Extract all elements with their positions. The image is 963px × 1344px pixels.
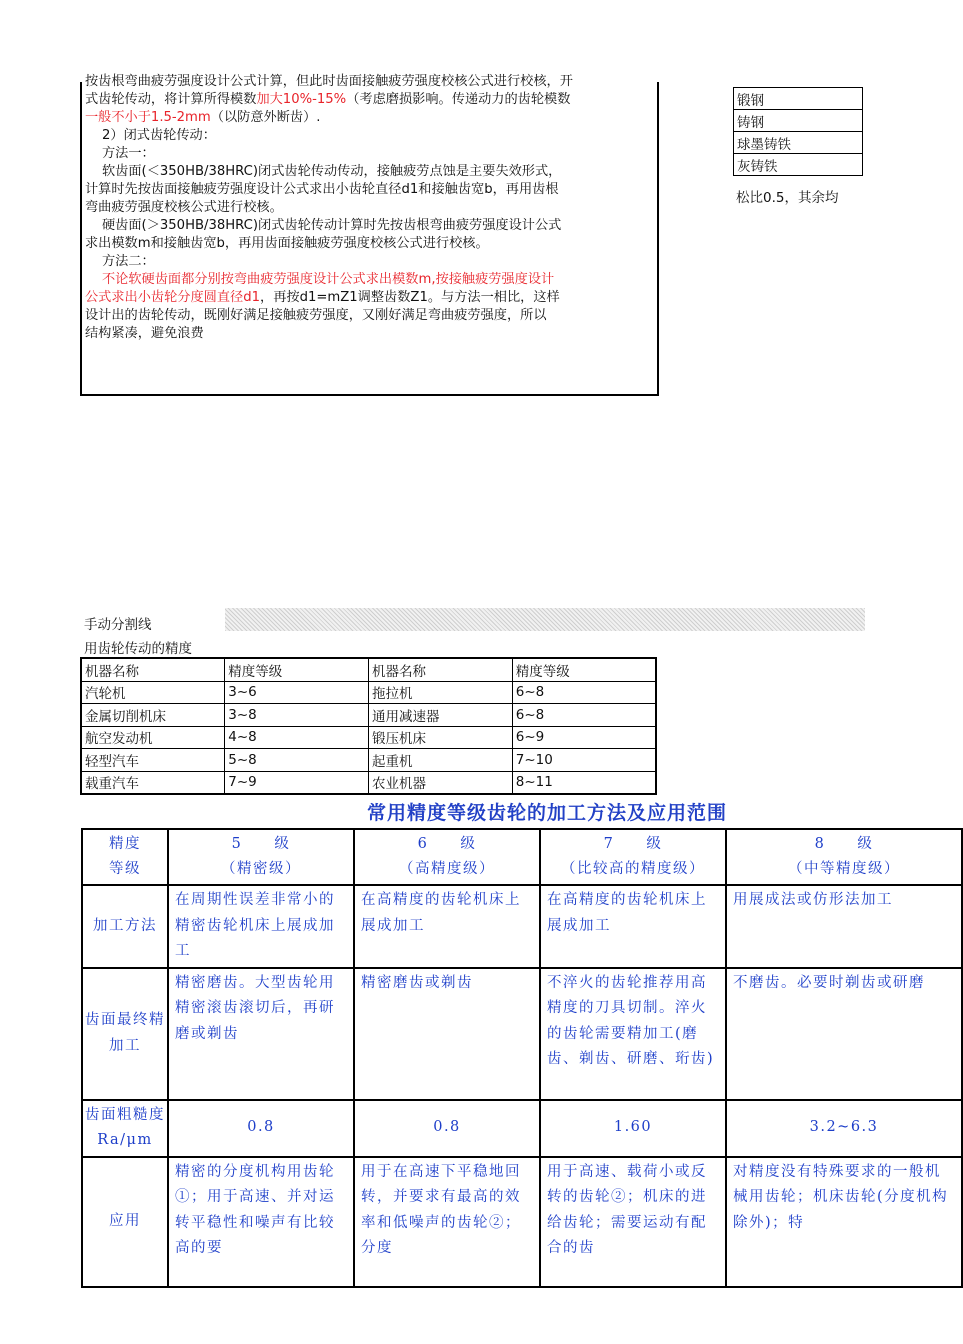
grade-table-title: 常用精度等级齿轮的加工方法及应用范围 bbox=[367, 802, 728, 824]
table-row bbox=[81, 681, 656, 704]
table-row bbox=[81, 704, 656, 727]
material-item: 灰铸铁 bbox=[734, 154, 863, 176]
table-row bbox=[81, 749, 656, 772]
row-header: 加工方法 bbox=[82, 885, 168, 968]
note-line bbox=[82, 109, 657, 127]
table-cell: 金属切削机床 bbox=[81, 704, 225, 727]
grade-description: （比较高的精度级） bbox=[561, 861, 705, 877]
table-header-row bbox=[81, 658, 656, 681]
grade-header bbox=[726, 829, 962, 885]
row-header: 应用 bbox=[82, 1157, 168, 1287]
table-cell: 8~11 bbox=[512, 771, 656, 794]
table-cell: 拖拉机 bbox=[369, 681, 513, 704]
divider-label: 手动分割线 bbox=[84, 617, 152, 633]
precision-table-title: 用齿轮传动的精度 bbox=[84, 641, 192, 657]
gear-design-note-box bbox=[80, 74, 659, 396]
note-line bbox=[82, 253, 657, 271]
grade-description: （中等精度级） bbox=[788, 861, 900, 877]
table-cell: 汽轮机 bbox=[81, 681, 225, 704]
note-text: 软齿面(＜350HB/38HRC)闭式齿轮传动传动，接触疲劳点蚀是主要失效形式， bbox=[102, 164, 562, 179]
note-text: 式齿轮传动，将计算所得模数 bbox=[85, 92, 257, 107]
corner-cell bbox=[82, 829, 168, 885]
note-text: 2）闭式齿轮传动： bbox=[102, 128, 216, 143]
note-text: ，再按d1=mZ1调整齿数Z1。与方法一相比，这样 bbox=[260, 290, 560, 305]
grade-cell: 0.8 bbox=[354, 1100, 540, 1157]
note-text: 结构紧凑，避免浪费 bbox=[85, 326, 204, 341]
corner-label: 精度 bbox=[109, 836, 141, 852]
divider-bar bbox=[225, 608, 865, 631]
note-line bbox=[82, 271, 657, 289]
table-row bbox=[81, 726, 656, 749]
grade-header bbox=[540, 829, 726, 885]
grade-table-image bbox=[81, 828, 949, 1256]
note-line bbox=[82, 235, 657, 253]
grade-cell: 不淬火的齿轮推荐用高精度的刀具切制。淬火的齿轮需要精加工(磨齿、剃齿、研磨、珩齿) bbox=[540, 968, 726, 1100]
note-text: 设计出的齿轮传动，既刚好满足接触疲劳强度，又刚好满足弯曲疲劳强度，所以 bbox=[85, 308, 547, 323]
column-header: 机器名称 bbox=[369, 658, 513, 681]
table-cell: 5~8 bbox=[225, 749, 369, 772]
table-cell: 通用减速器 bbox=[369, 704, 513, 727]
table-cell: 3~8 bbox=[225, 704, 369, 727]
table-cell: 农业机器 bbox=[369, 771, 513, 794]
row-header: 齿面粗糙度Ra/μm bbox=[82, 1100, 168, 1157]
note-line bbox=[82, 199, 657, 217]
grade-cell: 精密的分度机构用齿轮①；用于高速、并对运转平稳性和噪声有比较高的要 bbox=[168, 1157, 354, 1287]
grade-cell: 不磨齿。必要时剃齿或研磨 bbox=[726, 968, 962, 1100]
highlight-text: 加大10%-15% bbox=[256, 92, 347, 107]
note-text: 弯曲疲劳强度校核公式进行校核。 bbox=[85, 200, 283, 215]
grade-cell: 0.8 bbox=[168, 1100, 354, 1157]
note-line bbox=[82, 73, 657, 91]
table-cell: 航空发动机 bbox=[81, 726, 225, 749]
note-line bbox=[82, 181, 657, 199]
note-line bbox=[82, 127, 657, 145]
table-cell: 锻压机床 bbox=[369, 726, 513, 749]
grade-cell: 3.2~6.3 bbox=[726, 1100, 962, 1157]
column-header: 精度等级 bbox=[225, 658, 369, 681]
table-cell: 4~8 bbox=[225, 726, 369, 749]
precision-grade-table bbox=[80, 657, 657, 795]
grade-cell: 对精度没有特殊要求的一般机械用齿轮；机床齿轮(分度机构除外)；特 bbox=[726, 1157, 962, 1287]
note-text: 方法一： bbox=[102, 146, 155, 161]
note-line bbox=[82, 289, 657, 307]
note-line bbox=[82, 91, 657, 109]
corner-label: 等级 bbox=[109, 861, 141, 877]
grade-cell: 精密磨齿。大型齿轮用精密滚齿滚切后，再研磨或剃齿 bbox=[168, 968, 354, 1100]
highlight-text: 不论软硬齿面都分别按弯曲疲劳强度设计公式求出模数m,按接触疲劳强度设计 bbox=[102, 272, 555, 287]
table-cell: 7~10 bbox=[512, 749, 656, 772]
note-text: 方法二： bbox=[102, 254, 155, 269]
material-item: 铸钢 bbox=[734, 110, 863, 132]
grade-cell: 在周期性误差非常小的精密齿轮机床上展成加工 bbox=[168, 885, 354, 968]
note-text: （以防意外断齿）. bbox=[210, 110, 321, 125]
note-text: 计算时先按齿面接触疲劳强度设计公式求出小齿轮直径d1和接触齿宽b，再用齿根 bbox=[85, 182, 559, 197]
note-text: 硬齿面(＞350HB/38HRC)闭式齿轮传动计算时先按齿根弯曲疲劳强度设计公式 bbox=[102, 218, 562, 233]
grade-number: 6 级 bbox=[417, 836, 477, 852]
grade-cell: 1.60 bbox=[540, 1100, 726, 1157]
material-item: 球墨铸铁 bbox=[734, 132, 863, 154]
table-row bbox=[81, 771, 656, 794]
row-header: 齿面最终精加工 bbox=[82, 968, 168, 1100]
note-text: 按齿根弯曲疲劳强度设计公式计算，但此时齿面接触疲劳强度校核公式进行校核，开 bbox=[85, 74, 573, 89]
grade-cell: 用于在高速下平稳地回转，并要求有最高的效率和低噪声的齿轮②；分度 bbox=[354, 1157, 540, 1287]
material-list bbox=[733, 87, 863, 176]
grade-cell: 在高精度的齿轮机床上展成加工 bbox=[354, 885, 540, 968]
material-note: 松比0.5，其余均 bbox=[736, 190, 839, 206]
grade-description: （高精度级） bbox=[399, 861, 495, 877]
table-cell: 6~8 bbox=[512, 681, 656, 704]
grade-header bbox=[354, 829, 540, 885]
table-cell: 6~9 bbox=[512, 726, 656, 749]
grade-number: 5 级 bbox=[231, 836, 291, 852]
grade-number: 8 级 bbox=[814, 836, 874, 852]
grade-row bbox=[82, 885, 962, 968]
note-line bbox=[82, 217, 657, 235]
grade-processing-table bbox=[81, 828, 963, 1288]
note-line bbox=[82, 163, 657, 181]
table-cell: 起重机 bbox=[369, 749, 513, 772]
grade-cell: 用于高速、载荷小或反转的齿轮②；机床的进给齿轮；需要运动有配合的齿 bbox=[540, 1157, 726, 1287]
grade-row bbox=[82, 968, 962, 1100]
column-header: 精度等级 bbox=[512, 658, 656, 681]
material-item: 锻钢 bbox=[734, 88, 863, 110]
grade-row bbox=[82, 1100, 962, 1157]
note-text: （考虑磨损影响。传递动力的齿轮模数 bbox=[346, 92, 571, 107]
grade-description: （精密级） bbox=[221, 861, 301, 877]
grade-number: 7 级 bbox=[603, 836, 663, 852]
note-line bbox=[82, 145, 657, 163]
table-cell: 6~8 bbox=[512, 704, 656, 727]
grade-cell: 用展成法或仿形法加工 bbox=[726, 885, 962, 968]
note-line bbox=[82, 307, 657, 325]
grade-row bbox=[82, 1157, 962, 1287]
table-cell: 轻型汽车 bbox=[81, 749, 225, 772]
table-cell: 7~9 bbox=[225, 771, 369, 794]
highlight-text: 公式求出小齿轮分度圆直径d1 bbox=[85, 290, 261, 305]
note-text: 求出模数m和接触齿宽b，再用齿面接触疲劳强度校核公式进行校核。 bbox=[85, 236, 489, 251]
note-line bbox=[82, 325, 657, 343]
table-cell: 3~6 bbox=[225, 681, 369, 704]
column-header: 机器名称 bbox=[81, 658, 225, 681]
table-cell: 载重汽车 bbox=[81, 771, 225, 794]
highlight-text: 一般不小于1.5-2mm bbox=[85, 110, 211, 125]
grade-cell: 在高精度的齿轮机床上展成加工 bbox=[540, 885, 726, 968]
grade-header bbox=[168, 829, 354, 885]
grade-cell: 精密磨齿或剃齿 bbox=[354, 968, 540, 1100]
grade-header-row bbox=[82, 829, 962, 885]
